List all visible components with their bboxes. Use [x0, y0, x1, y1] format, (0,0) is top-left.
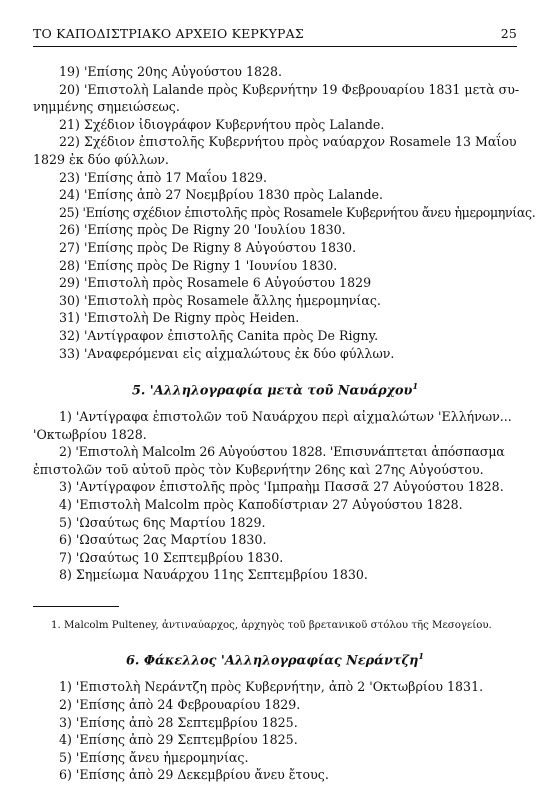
list-item: 2) 'Επιστολὴ Malcolm 26 Αὐγούστου 1828. 'Επισυνάπτεται ἀπόσπασμα — [59, 444, 505, 460]
list-item: 26) 'Επίσης πρὸς De Rigny 20 'Ιουλίου 1830. — [59, 222, 346, 238]
list-item-continuation: 1829 ἐκ δύο φύλλων. — [33, 151, 169, 167]
footnote-rule — [33, 606, 119, 607]
list-item: 6) 'Επίσης ἀπὸ 29 Δεκεμβρίου ἄνευ ἔτους. — [59, 767, 329, 783]
list-item: 4) 'Επιστολὴ Malcolm πρὸς Καποδίστριαν 27 Αὐγούστου 1828. — [59, 496, 463, 512]
page-header — [33, 26, 517, 41]
list-item-continuation: νημμένης σημειώσεως. — [33, 99, 180, 115]
list-item: 33) 'Αναφερόμεναι εἰς αἰχμαλώτους ἐκ δύο φύλλων. — [59, 345, 395, 361]
list-item: 3) 'Αντίγραφον ἐπιστολῆς πρὸς 'Ιμπραὴμ Πασσᾶ 27 Αὐγούστου 1828. — [59, 479, 504, 495]
list-item: 5) 'Επίσης ἄνευ ἡμερομηνίας. — [59, 749, 249, 765]
list-item: 3) 'Επίσης ἀπὸ 28 Σεπτεμβρίου 1825. — [59, 714, 298, 730]
list-item: 7) 'Ωσαύτως 10 Σεπτεμβρίου 1830. — [59, 549, 284, 565]
page-number: 25 — [500, 26, 517, 41]
list-item: 32) 'Αντίγραφον ἐπιστολῆς Canita πρὸς De Rigny. — [59, 327, 379, 343]
list-item: 5) 'Ωσαύτως 6ης Μαρτίου 1829. — [59, 514, 266, 530]
section-5-heading — [33, 378, 517, 400]
header-rule — [33, 46, 517, 47]
running-title: ΤΟ ΚΑΠΟΔΙΣΤΡΙΑΚΟ ΑΡΧΕΙΟ ΚΕΡΚΥΡΑΣ — [33, 26, 304, 41]
footnote: 1. Malcolm Pulteney, ἀντιναύαρχος, ἀρχηγὸς τοῦ βρετανικοῦ στόλου τῆς Μεσογείου. — [51, 619, 492, 631]
list-item: 31) 'Επιστολὴ De Rigny πρὸς Heiden. — [59, 310, 300, 326]
list-item: 30) 'Επιστολὴ πρὸς Rosamele ἄλλης ἡμερομηνίας. — [59, 292, 381, 308]
list-item: 23) 'Επίσης ἀπὸ 17 Μαΐου 1829. — [59, 169, 268, 185]
list-item: 20) 'Επιστολὴ Lalande πρὸς Κυβερνήτην 19 Φεβρουαρίου 1831 μετὰ συ- — [59, 81, 520, 97]
list-item-continuation: ἐπιστολῶν τοῦ αὐτοῦ πρὸς τὸν Κυβερνήτην 26ης καὶ 27ης Αὐγούστου. — [33, 461, 484, 477]
section-6-heading — [33, 648, 517, 670]
list-item: 6) 'Ωσαύτως 2ας Μαρτίου 1830. — [59, 532, 267, 548]
list-item: 28) 'Επίσης πρὸς De Rigny 1 'Ιουνίου 1830. — [59, 257, 338, 273]
list-item: 8) Σημείωμα Ναυάρχου 11ης Σεπτεμβρίου 1830. — [59, 567, 368, 583]
list-item: 19) 'Επίσης 20ης Αὐγούστου 1828. — [59, 64, 283, 79]
list-item: 1) 'Επιστολὴ Νεράντζη πρὸς Κυβερνήτην, ἀπὸ 2 'Οκτωβρίου 1831. — [59, 679, 484, 695]
list-item: 1) 'Αντίγραφα ἐπιστολῶν τοῦ Ναυάρχου περὶ αἰχμαλώτων 'Ελλήνων... — [59, 408, 512, 424]
list-item: 2) 'Επίσης ἀπὸ 24 Φεβρουαρίου 1829. — [59, 696, 301, 712]
footnote-marker: 1 — [418, 651, 424, 662]
document-body — [33, 63, 536, 784]
list-item: 24) 'Επίσης ἀπὸ 27 Νοεμβρίου 1830 πρὸς Lalande. — [59, 187, 383, 203]
list-item: 29) 'Επιστολὴ πρὸς Rosamele 6 Αὐγούστου 1829 — [59, 275, 372, 291]
list-item: 4) 'Επίσης ἀπὸ 29 Σεπτεμβρίου 1825. — [59, 732, 298, 748]
list-item: 27) 'Επίσης πρὸς De Rigny 8 Αὐγούστου 1830. — [59, 239, 357, 255]
list-item: 21) Σχέδιον ἰδιογράφον Κυβερνήτου πρὸς Lalande. — [59, 116, 385, 132]
list-item: 25) 'Επίσης σχέδιον ἐπιστολῆς πρὸς Rosamele Κυβερνήτου ἄνευ ἡμερομηνίας. — [59, 204, 536, 220]
section-6-title: 6. Φάκελλος 'Αλληλογραφίας Νεράντζη — [126, 653, 419, 669]
list-item: 22) Σχέδιον ἐπιστολῆς Κυβερνήτου πρὸς ναύαρχον Rosamele 13 Μαΐου — [59, 134, 517, 150]
list-item-continuation: 'Οκτωβρίου 1828. — [33, 426, 147, 442]
section-5-title: 5. 'Αλληλογραφία μετὰ τοῦ Ναυάρχου — [131, 383, 413, 399]
footnote-marker: 1 — [412, 381, 419, 392]
